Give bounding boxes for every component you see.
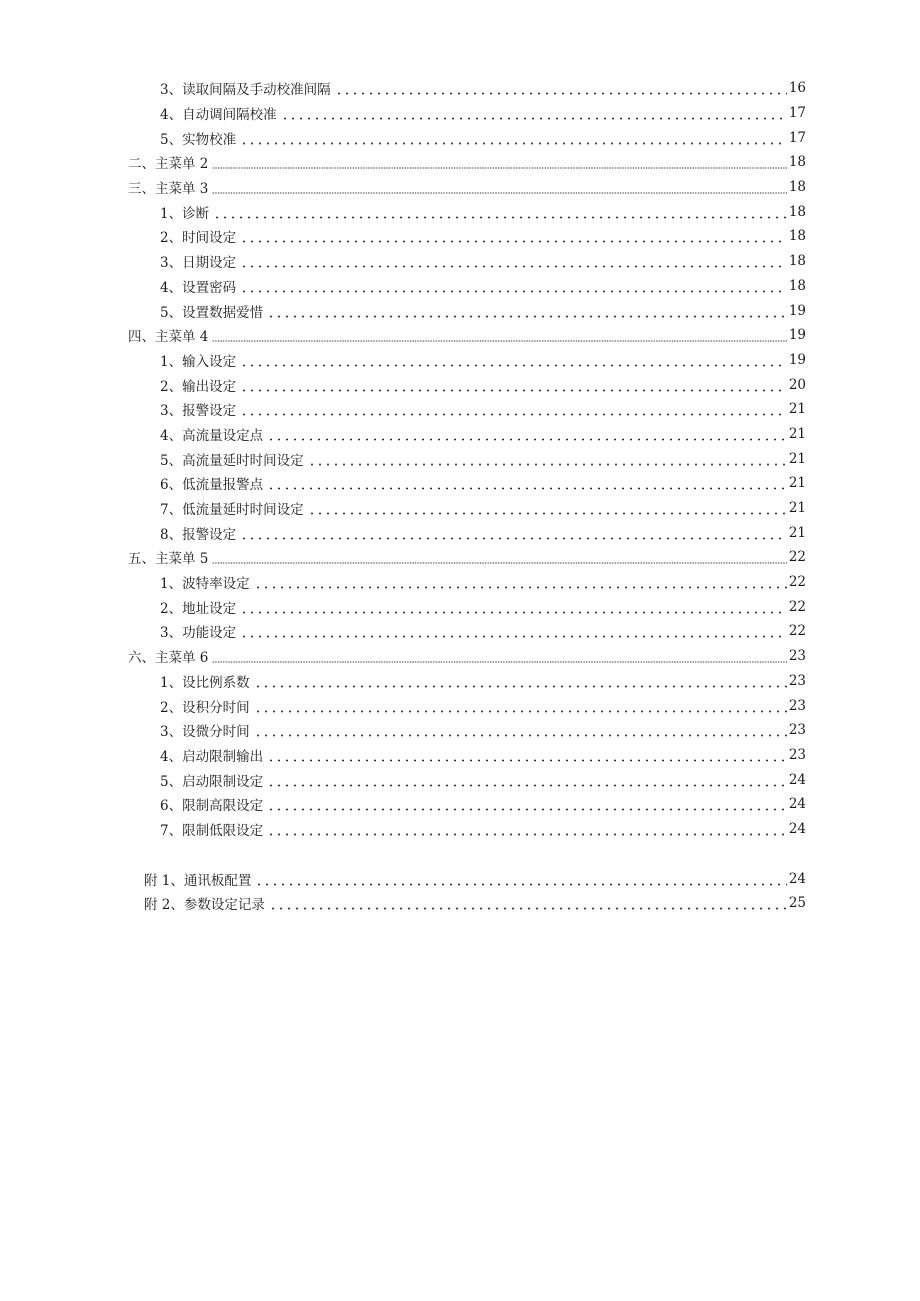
dot-leader [212,180,786,194]
table-of-contents [0,76,920,916]
toc-entry-page-number: 17 [788,105,806,122]
toc-entry-label: 5、设置数据爱惜 [160,304,264,321]
toc-entry[interactable] [0,545,920,570]
toc-entry[interactable] [0,693,920,718]
dot-leader [212,328,786,342]
toc-entry[interactable] [0,866,920,891]
toc-entry[interactable] [0,397,920,422]
toc-entry-label: 2、地址设定 [160,600,237,617]
toc-entry[interactable] [0,249,920,274]
toc-entry-label: 3、日期设定 [160,255,237,272]
toc-entry[interactable] [0,372,920,397]
toc-entry-label: 六、主菜单 6 [128,650,209,667]
toc-entry[interactable] [0,446,920,471]
toc-entry-label: 五、主菜单 5 [128,551,209,568]
toc-entry-page-number: 21 [788,401,806,418]
toc-entry-page-number: 24 [788,820,806,837]
toc-entry[interactable] [0,520,920,545]
toc-entry[interactable] [0,298,920,323]
toc-entry-label: 8、报警设定 [160,526,237,543]
dot-leader [240,624,787,638]
toc-entry[interactable] [0,199,920,224]
toc-entry-label: 3、报警设定 [160,403,237,420]
toc-entry-page-number: 18 [788,154,806,171]
toc-entry-page-number: 18 [788,203,806,220]
toc-entry-label: 4、高流量设定点 [160,427,264,444]
toc-entry[interactable] [0,224,920,249]
dot-leader [308,452,787,466]
toc-entry[interactable] [0,101,920,126]
toc-entry-page-number: 21 [788,500,806,517]
toc-entry[interactable] [0,669,920,694]
toc-entry[interactable] [0,644,920,669]
toc-entry-label: 7、低流量延时时间设定 [160,502,304,519]
toc-entry-label: 2、设积分时间 [160,699,250,716]
dot-leader [254,723,787,737]
dot-leader [267,304,787,318]
toc-entry-label: 6、低流量报警点 [160,477,264,494]
dot-leader [281,106,787,120]
toc-entry[interactable] [0,891,920,916]
toc-entry-label: 5、实物校准 [160,131,237,148]
toc-entry-page-number: 24 [788,870,806,887]
toc-entry-page-number: 18 [788,253,806,270]
toc-entry-page-number: 22 [788,549,806,566]
toc-entry-label: 2、输出设定 [160,378,237,395]
toc-entry[interactable] [0,175,920,200]
toc-entry-page-number: 19 [788,327,806,344]
toc-entry-page-number: 18 [788,179,806,196]
toc-entry-page-number: 22 [788,598,806,615]
dot-leader [212,155,786,169]
toc-entry-page-number: 20 [788,376,806,393]
dot-leader [240,526,787,540]
toc-entry-page-number: 23 [788,697,806,714]
toc-entry-label: 附 2、参数设定记录 [144,897,265,914]
toc-entry-page-number: 25 [788,895,806,912]
toc-entry-page-number: 23 [788,722,806,739]
toc-entry-label: 1、设比例系数 [160,674,250,691]
toc-entry[interactable] [0,422,920,447]
toc-entry-page-number: 18 [788,228,806,245]
toc-entry[interactable] [0,767,920,792]
dot-leader [254,575,787,589]
toc-entry-page-number: 19 [788,351,806,368]
toc-entry-page-number: 23 [788,672,806,689]
dot-leader [308,501,787,515]
toc-entry-page-number: 19 [788,302,806,319]
dot-leader [240,353,787,367]
dot-leader [240,402,787,416]
dot-leader [240,254,787,268]
toc-entry[interactable] [0,792,920,817]
dot-leader [213,205,787,219]
toc-entry-label: 5、高流量延时时间设定 [160,452,304,469]
toc-entry-label: 1、输入设定 [160,353,237,370]
toc-entry-page-number: 22 [788,623,806,640]
toc-entry-page-number: 21 [788,425,806,442]
toc-entry[interactable] [0,150,920,175]
dot-leader [255,872,786,886]
toc-entry[interactable] [0,323,920,348]
toc-entry[interactable] [0,274,920,299]
toc-entry-label: 6、限制高限设定 [160,798,264,815]
toc-entry[interactable] [0,619,920,644]
toc-entry[interactable] [0,718,920,743]
toc-entry-label: 5、启动限制设定 [160,773,264,790]
toc-entry-label: 7、限制低限设定 [160,822,264,839]
toc-entry-label: 附 1、通讯板配置 [144,872,252,889]
dot-leader [254,674,787,688]
toc-entry-label: 三、主菜单 3 [128,181,209,198]
toc-entry-label: 二、主菜单 2 [128,156,209,173]
toc-entry-page-number: 23 [788,648,806,665]
dot-leader [267,822,787,836]
toc-entry[interactable] [0,125,920,150]
toc-entry[interactable] [0,496,920,521]
dot-leader [240,229,787,243]
toc-entry[interactable] [0,594,920,619]
toc-entry[interactable] [0,743,920,768]
toc-entry-label: 1、诊断 [160,205,210,222]
toc-entry-label: 4、启动限制输出 [160,748,264,765]
toc-entry-page-number: 23 [788,746,806,763]
dot-leader [267,773,787,787]
dot-leader [335,81,787,95]
toc-entry-page-number: 17 [788,129,806,146]
dot-leader [254,699,787,713]
dot-leader [267,427,787,441]
toc-entry-page-number: 22 [788,574,806,591]
toc-entry-label: 3、设微分时间 [160,724,250,741]
dot-leader [240,378,787,392]
dot-leader [240,131,787,145]
toc-entry-label: 1、波特率设定 [160,576,250,593]
dot-leader [212,649,786,663]
toc-entry-label: 4、设置密码 [160,279,237,296]
toc-entry-page-number: 18 [788,277,806,294]
toc-entry[interactable] [0,570,920,595]
toc-entry[interactable] [0,817,920,842]
toc-entry-label: 3、功能设定 [160,625,237,642]
toc-entry[interactable] [0,471,920,496]
toc-entry-page-number: 21 [788,475,806,492]
toc-entry-label: 四、主菜单 4 [128,329,209,346]
toc-entry-label: 3、读取间隔及手动校准间隔 [160,82,331,99]
toc-entry[interactable] [0,348,920,373]
dot-leader [269,896,787,910]
dot-leader [212,550,786,564]
dot-leader [267,476,787,490]
toc-entry-label: 2、时间设定 [160,230,237,247]
toc-entry[interactable] [0,76,920,101]
dot-leader [267,797,787,811]
toc-entry-page-number: 24 [788,771,806,788]
toc-entry-page-number: 16 [788,80,806,97]
dot-leader [267,748,787,762]
toc-entry-page-number: 21 [788,450,806,467]
toc-entry-page-number: 24 [788,796,806,813]
dot-leader [240,600,787,614]
toc-entry-label: 4、自动调间隔校准 [160,107,277,124]
toc-entry-page-number: 21 [788,524,806,541]
dot-leader [240,279,787,293]
